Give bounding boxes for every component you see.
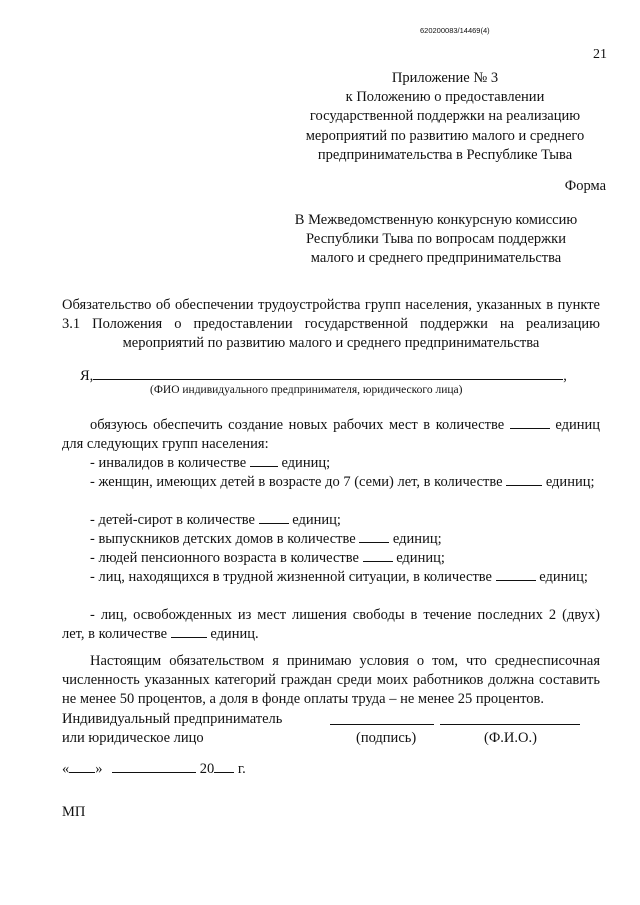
date-year-prefix: 20 bbox=[199, 761, 215, 777]
date-year-field[interactable] bbox=[214, 760, 234, 773]
document-title: Обязательство об обеспечении трудоустройства групп населения, указанных в пункте 3.1 Положения о предоставлении государственной поддержки на реализацию мероприятий по развитию малого и среднего предпринимательства bbox=[62, 297, 600, 352]
group-count-field[interactable] bbox=[363, 549, 393, 562]
group-item-unit: единиц; bbox=[539, 569, 588, 585]
group-item-label: - женщин, имеющих детей в возрасте до 7 (семи) лет, в количестве bbox=[90, 474, 503, 490]
applicant-name-field[interactable] bbox=[93, 366, 563, 380]
group-count-field[interactable] bbox=[171, 625, 207, 638]
applicant-prefix: Я, bbox=[80, 368, 94, 384]
document-number: 620200083/14469(4) bbox=[420, 26, 490, 35]
group-count-field[interactable] bbox=[496, 568, 536, 581]
obligation-intro-text-2: единиц для следующих групп населения: bbox=[62, 417, 600, 453]
group-item bbox=[62, 511, 600, 530]
annex-line: предпринимательства в Республике Тыва bbox=[317, 146, 573, 163]
full-name-field[interactable] bbox=[440, 724, 580, 725]
signatory-label-line: Индивидуальный предприниматель bbox=[62, 711, 283, 727]
conditions-paragraph: Настоящим обязательством я принимаю условия о том, что среднесписочная численность указанных категорий граждан среди моих работников должна составить не менее 50 процентов, а доля в фонде оплаты труда – не менее 25 процентов. bbox=[62, 653, 600, 708]
group-item-unit: единиц; bbox=[392, 531, 442, 547]
date-day-field[interactable] bbox=[69, 760, 95, 773]
applicant-suffix: , bbox=[563, 368, 567, 384]
group-count-field[interactable] bbox=[250, 454, 278, 467]
date-line bbox=[62, 760, 246, 778]
group-item-label: - лиц, находящихся в трудной жизненной ситуации, в количестве bbox=[90, 569, 492, 585]
annex-line: мероприятий по развитию малого и среднего bbox=[305, 127, 585, 144]
signature-caption: (подпись) bbox=[356, 730, 417, 746]
annex-line: к Положению о предоставлении bbox=[345, 89, 545, 106]
date-year-suffix: г. bbox=[237, 761, 246, 777]
group-item-unit: единиц; bbox=[281, 455, 331, 471]
applicant-line bbox=[80, 366, 567, 385]
date-close-quote: » bbox=[95, 761, 103, 777]
group-item-label: - инвалидов в количестве bbox=[90, 455, 247, 471]
date-month-field[interactable] bbox=[112, 760, 196, 773]
total-jobs-field[interactable] bbox=[510, 416, 550, 429]
group-item-label: - детей-сирот в количестве bbox=[90, 512, 255, 528]
form-label: Форма bbox=[564, 178, 606, 194]
group-item-label: - выпускников детских домов в количестве bbox=[90, 531, 356, 547]
group-item-label: - лиц, освобожденных из мест лишения свободы в течение последних 2 (двух) лет, в количестве bbox=[62, 607, 600, 643]
group-count-field[interactable] bbox=[259, 511, 289, 524]
signatory-label bbox=[62, 710, 282, 748]
group-count-field[interactable] bbox=[359, 530, 389, 543]
group-item bbox=[62, 454, 600, 473]
group-item bbox=[62, 568, 600, 587]
addressee-block bbox=[266, 211, 606, 269]
obligation-intro bbox=[62, 416, 600, 454]
signature-field[interactable] bbox=[330, 724, 434, 725]
signatory-label-line: или юридическое лицо bbox=[62, 730, 204, 747]
annex-line: Приложение № 3 bbox=[391, 70, 499, 86]
addressee-line: В Межведомственную конкурсную комиссию bbox=[294, 212, 578, 228]
group-count-field[interactable] bbox=[506, 473, 542, 486]
group-item bbox=[62, 606, 600, 644]
group-item bbox=[62, 473, 600, 492]
date-open-quote: « bbox=[62, 761, 70, 777]
group-item bbox=[62, 549, 600, 568]
addressee-line: Республики Тыва по вопросам поддержки bbox=[306, 231, 566, 248]
annex-heading bbox=[280, 69, 610, 165]
annex-line: государственной поддержки на реализацию bbox=[309, 108, 581, 125]
stamp-label: МП bbox=[62, 804, 86, 820]
page-number: 21 bbox=[593, 47, 607, 62]
obligation-intro-text: обязуюсь обеспечить создание новых рабочих мест в количестве bbox=[90, 417, 505, 433]
group-item bbox=[62, 530, 600, 549]
addressee-line: малого и среднего предпринимательства bbox=[310, 250, 562, 267]
group-item-unit: единиц; bbox=[396, 550, 445, 566]
full-name-caption: (Ф.И.О.) bbox=[484, 730, 537, 746]
group-item-unit: единиц; bbox=[292, 512, 341, 528]
group-item-unit: единиц; bbox=[545, 474, 595, 490]
applicant-caption: (ФИО индивидуального предпринимателя, юридического лица) bbox=[150, 384, 463, 396]
group-item-unit: единиц. bbox=[210, 626, 259, 643]
group-item-label: - людей пенсионного возраста в количестве bbox=[90, 550, 359, 566]
